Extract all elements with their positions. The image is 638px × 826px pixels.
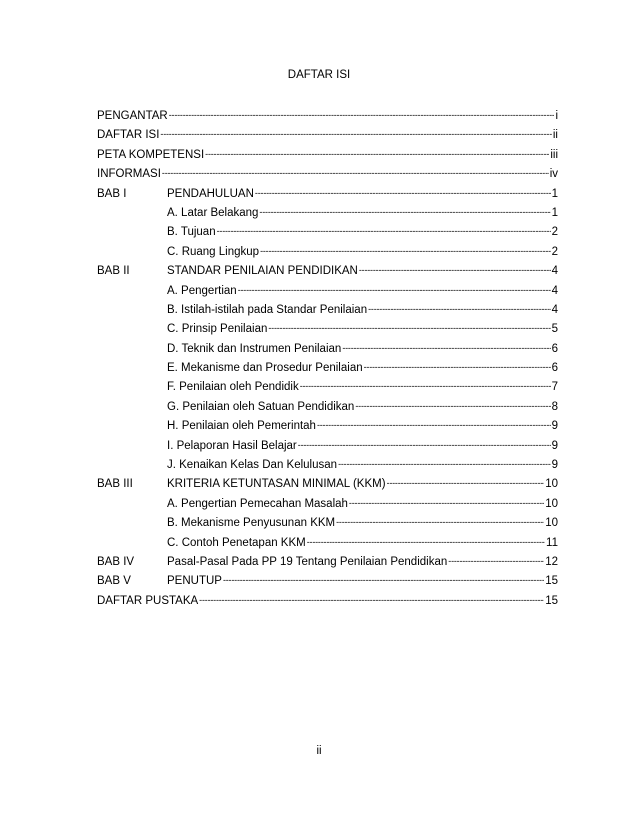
dot-leader bbox=[160, 125, 551, 144]
toc-page-number: 15 bbox=[545, 594, 558, 607]
toc-section bbox=[97, 204, 558, 223]
toc-entry-label: DAFTAR ISI bbox=[97, 129, 160, 142]
toc-entry-label: J. Kenaikan Kelas Dan Kelulusan bbox=[167, 459, 338, 472]
toc-page-number: 2 bbox=[551, 245, 558, 258]
dot-leader bbox=[359, 261, 551, 280]
toc-section bbox=[97, 417, 558, 436]
dot-leader bbox=[238, 281, 551, 300]
toc-page-number: ii bbox=[552, 129, 558, 142]
toc-section bbox=[97, 243, 558, 262]
toc-page-number: 11 bbox=[546, 536, 558, 549]
toc-section bbox=[97, 359, 558, 378]
toc-section bbox=[97, 378, 558, 397]
toc-chapter bbox=[97, 185, 558, 204]
toc-entry-label: I. Pelaporan Hasil Belajar bbox=[167, 439, 297, 452]
dot-leader bbox=[162, 164, 549, 183]
toc-entry-label: B. Mekanisme Penyusunan KKM bbox=[167, 517, 336, 530]
toc-section bbox=[97, 534, 558, 553]
toc-entry-label: INFORMASI bbox=[97, 168, 161, 181]
dot-leader bbox=[169, 106, 555, 125]
toc-entry-label: D. Teknik dan Instrumen Penilaian bbox=[167, 342, 342, 355]
toc-entry-label: KRITERIA KETUNTASAN MINIMAL (KKM) bbox=[167, 478, 386, 491]
toc-page-number: 9 bbox=[551, 439, 558, 452]
dot-leader bbox=[307, 533, 545, 552]
toc-chapter bbox=[97, 475, 558, 494]
chapter-number: BAB V bbox=[97, 575, 131, 588]
toc-page-number: 4 bbox=[551, 265, 558, 278]
dot-leader bbox=[317, 416, 551, 435]
chapter-number: BAB II bbox=[97, 265, 130, 278]
dot-leader bbox=[298, 436, 551, 455]
toc-page-number: 2 bbox=[551, 226, 558, 239]
toc-section bbox=[97, 301, 558, 320]
toc-entry bbox=[97, 107, 558, 126]
toc-entry-label: PENDAHULUAN bbox=[167, 187, 254, 200]
toc-entry-label: C. Prinsip Penilaian bbox=[167, 323, 268, 336]
toc-section bbox=[97, 456, 558, 475]
dot-leader bbox=[300, 377, 551, 396]
toc-section bbox=[97, 514, 558, 533]
toc-page-number: 10 bbox=[545, 497, 558, 510]
toc-section bbox=[97, 223, 558, 242]
dot-leader bbox=[268, 319, 550, 338]
toc-page-number: 15 bbox=[545, 575, 558, 588]
toc-entry-label: C. Contoh Penetapan KKM bbox=[167, 536, 306, 549]
dot-leader bbox=[364, 358, 551, 377]
toc-entry bbox=[97, 126, 558, 145]
toc-page-number: 1 bbox=[551, 206, 558, 219]
toc-section bbox=[97, 495, 558, 514]
dot-leader bbox=[368, 300, 551, 319]
dot-leader bbox=[387, 474, 545, 493]
toc-page-number: 1 bbox=[551, 187, 558, 200]
toc-entry-label: A. Pengertian bbox=[167, 284, 237, 297]
toc-section bbox=[97, 340, 558, 359]
dot-leader bbox=[205, 145, 549, 164]
toc-entry-label: PENUTUP bbox=[167, 575, 222, 588]
toc-entry bbox=[97, 592, 558, 611]
toc-entry-label: C. Ruang Lingkup bbox=[167, 245, 260, 258]
toc-page-number: 9 bbox=[551, 420, 558, 433]
toc-page-number: 5 bbox=[551, 323, 558, 336]
toc-chapter bbox=[97, 553, 558, 572]
toc-page-number: 4 bbox=[551, 284, 558, 297]
toc-chapter bbox=[97, 572, 558, 591]
toc-section bbox=[97, 320, 558, 339]
toc-entry-label: DAFTAR PUSTAKA bbox=[97, 594, 199, 607]
toc-page-number: i bbox=[555, 110, 558, 122]
chapter-number: BAB III bbox=[97, 478, 133, 491]
toc-page-number: 10 bbox=[545, 517, 558, 530]
dot-leader bbox=[349, 494, 544, 513]
toc-entry-label: B. Istilah-istilah pada Standar Penilaian bbox=[167, 303, 368, 316]
toc-page-number: 9 bbox=[551, 459, 558, 472]
toc-page-number: 7 bbox=[551, 381, 558, 394]
toc-entry-label: PENGANTAR bbox=[97, 110, 168, 122]
toc-page-number: iv bbox=[549, 168, 558, 181]
table-of-contents bbox=[97, 107, 558, 611]
toc-entry-label: E. Mekanisme dan Prosedur Penilaian bbox=[167, 362, 363, 375]
dot-leader bbox=[199, 591, 544, 610]
dot-leader bbox=[336, 513, 544, 532]
toc-section bbox=[97, 437, 558, 456]
toc-entry-label: B. Tujuan bbox=[167, 226, 216, 239]
chapter-number: BAB IV bbox=[97, 555, 135, 568]
page-number: ii bbox=[316, 745, 322, 757]
dot-leader bbox=[448, 552, 544, 571]
dot-leader bbox=[342, 339, 550, 358]
dot-leader bbox=[259, 203, 550, 222]
toc-chapter bbox=[97, 262, 558, 281]
dot-leader bbox=[355, 397, 550, 416]
toc-entry-label: STANDAR PENILAIAN PENDIDIKAN bbox=[167, 265, 358, 278]
toc-entry-label: G. Penilaian oleh Satuan Pendidikan bbox=[167, 400, 355, 413]
chapter-number: BAB I bbox=[97, 187, 127, 200]
dot-leader bbox=[223, 571, 544, 590]
toc-entry-label: PETA KOMPETENSI bbox=[97, 148, 205, 161]
toc-entry-label: A. Pengertian Pemecahan Masalah bbox=[167, 497, 348, 510]
dot-leader bbox=[260, 242, 551, 261]
toc-page-number: 10 bbox=[545, 478, 558, 491]
toc-page-number: 6 bbox=[551, 362, 558, 375]
toc-entry-label: H. Penilaian oleh Pemerintah bbox=[167, 420, 316, 433]
toc-page-number: iii bbox=[550, 148, 558, 161]
dot-leader bbox=[255, 184, 551, 203]
toc-entry-label: F. Penilaian oleh Pendidik bbox=[167, 381, 299, 394]
toc-page-number: 6 bbox=[551, 342, 558, 355]
dot-leader bbox=[338, 455, 551, 474]
toc-page-number: 8 bbox=[551, 400, 558, 413]
toc-section bbox=[97, 398, 558, 417]
toc-page-number: 12 bbox=[545, 555, 558, 568]
page-title: DAFTAR ISI bbox=[287, 69, 351, 81]
dot-leader bbox=[217, 222, 551, 241]
toc-entry bbox=[97, 146, 558, 165]
toc-entry-label: A. Latar Belakang bbox=[167, 206, 259, 219]
toc-entry bbox=[97, 165, 558, 184]
toc-page-number: 4 bbox=[551, 303, 558, 316]
toc-entry-label: Pasal-Pasal Pada PP 19 Tentang Penilaian Pendidikan bbox=[167, 555, 448, 568]
toc-section bbox=[97, 282, 558, 301]
